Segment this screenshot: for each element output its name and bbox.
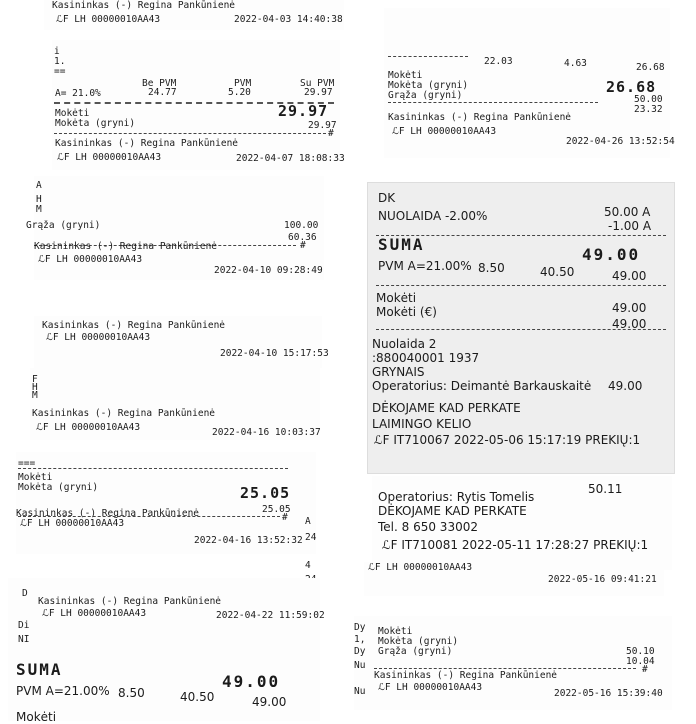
receipt-right-1: 22.03 4.63 26.68 Mokėti Mokėta (gryni) Grąža (gryni) 26.68 50.00 23.32 Kasininkas (-) Regina Pankūnienė ℒF LH 00000010AA43 2022-04-26 13:52:54 (384, 8, 670, 158)
receipt-right-3: 50.11 Operatorius: Rytis Tomelis DĖKOJAME KAD PERKATE Tel. 8 650 33002 ℒF IT710081 2022-05-11 17:28:27 PREKIŲ:1 (372, 476, 672, 570)
cashier-line: Kasininkas (-) Regina Pankūnienė (52, 0, 236, 11)
sum-total: 49.00 (582, 245, 641, 264)
receipt-strip-7: D Kasininkas (-) Regina Pankūnienė ℒF LH 00000010AA43 2022-04-22 11:59:02 Di NI SUMA PVM A=21.00% 8.50 40.50 49.00 49.00 Mokėti (8, 578, 320, 721)
pay-total: 29.97 (278, 102, 329, 120)
pay-label: Mokėti (55, 108, 90, 119)
sum-total: 49.00 (222, 672, 281, 691)
receipt-strip-1 (44, 0, 344, 30)
vat-rate: PVM A=21.00% (378, 259, 472, 273)
pay-total: 26.68 (606, 78, 657, 96)
timestamp: 2022-04-03 14:40:38 (234, 14, 343, 25)
register-id: ℒF LH 00000010AA43 (56, 14, 161, 25)
sum-label: SUMA (16, 660, 63, 679)
receipt-strip-2: i 1. == Be PVM PVM Su PVM A= 21.0% 24.77 5.20 29.97 Mokėti 29.97 Mokėta (gryni) 29.97 # Kasininkas (-) Regina Pankūnienė ℒF LH 00000010AA43 2022-04-07 18:08:33 (52, 40, 340, 170)
receipt-strip-5: F H M Kasininkas (-) Regina Pankūnienė ℒF LH 00000010AA43 2022-04-16 10:03:37 (30, 368, 320, 440)
vat-rate: A= 21.0% (55, 88, 101, 99)
receipt-strip-3: A H M Grąža (gryni) 100.00 60.36 # Kasininkas (-) Regina Pankūnienė ℒF LH 00000010AA43 2022-04-10 09:28:49 (34, 176, 324, 280)
discount-line: NUOLAIDA -2.00% (378, 209, 488, 223)
receipt-strip-6: === Mokėti Mokėta (gryni) 25.05 25.05 # Kasininkas (-) Regina Pankūnienė ℒF LH 00000010AA43 2022-04-16 13:52:32 (16, 452, 316, 554)
sum-label: SUMA (378, 235, 425, 254)
vat-rate: PVM A=21.00% (16, 684, 110, 698)
operator: Operatorius: Deimantė Barkauskaitė (372, 379, 592, 393)
receipt-grey-main: DK NUOLAIDA -2.00% 50.00 A -1.00 A SUMA 49.00 PVM A=21.00% 8.50 40.50 49.00 Mokėti Mokėti (€) 49.00 49.00 Nuolaida 2 :880040001 1937 GRYNAIS Operatorius: Deimantė Barkauskaitė 49.00 DĖKOJAME KAD PERKATE LAIMINGO KELIO ℒF IT710067 2022-05-06 15:17:19 PREKIŲ:1 (367, 182, 675, 474)
change-label: Grąža (gryni) (26, 220, 101, 231)
receipt-footer: ℒF IT710067 2022-05-06 15:17:19 PREKIŲ:1 (374, 433, 641, 447)
vat-header: Be PVM (142, 78, 177, 89)
receipt-right-5: Dy 1, Dy Nu Mokėti Mokėta (gryni) Grąža (gryni) 50.10 10.04 # Kasininkas (-) Regina Pankūnienė ℒF LH 00000010AA43 Nu 2022-05-16 15:39:40 (354, 616, 672, 710)
pay-total: 25.05 (240, 484, 291, 502)
receipt-strip-4: Kasininkas (-) Regina Pankūnienė ℒF LH 00000010AA43 2022-04-10 15:17:53 (34, 316, 322, 368)
receipt-right-4: ℒF LH 00000010AA43 2022-05-16 09:41:21 (364, 562, 664, 596)
